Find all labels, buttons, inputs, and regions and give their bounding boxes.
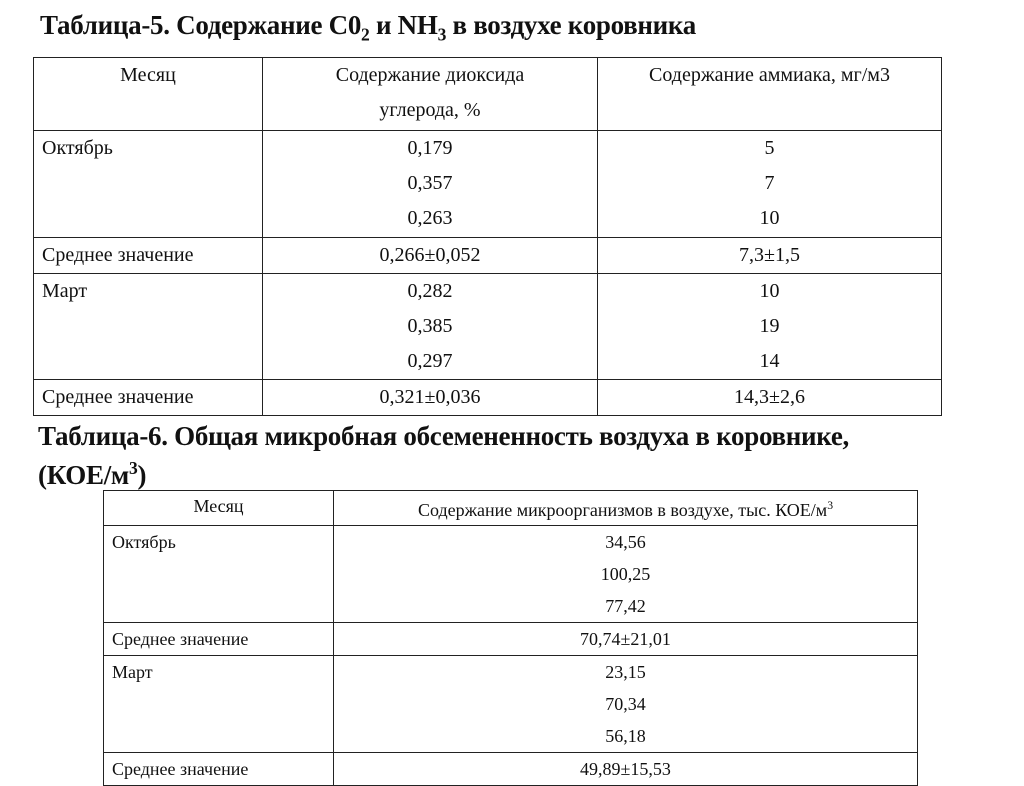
header-superscript: 3	[827, 499, 834, 512]
values	[334, 526, 918, 623]
month-cell: Март	[104, 656, 334, 753]
month-cell: Март	[34, 274, 263, 380]
header-month: Месяц	[104, 491, 334, 526]
month-cell: Октябрь	[104, 526, 334, 623]
table-header-row	[104, 491, 918, 526]
header-text: Содержание микроорганизмов в воздухе, тыс. КОЕ/м	[417, 500, 828, 520]
avg-nh3: 14,3±2,6	[598, 380, 942, 416]
title-subscript: 2	[361, 24, 370, 45]
month-cell: Октябрь	[34, 131, 263, 238]
title-line2: (КОЕ/м	[38, 460, 129, 490]
header-nh3: Содержание аммиака, мг/м3	[598, 58, 942, 131]
value: 10	[759, 207, 780, 229]
avg-label: Среднее значение	[104, 623, 334, 656]
values	[334, 656, 918, 753]
nh3-values	[598, 131, 942, 238]
value: 70,34	[605, 694, 646, 714]
average-row	[34, 380, 942, 416]
title-subscript: 3	[437, 24, 447, 45]
header-co2-line2: углерода, %	[379, 99, 481, 121]
avg-label: Среднее значение	[34, 380, 263, 416]
value: 0,297	[407, 350, 453, 372]
table5	[33, 57, 942, 416]
table6	[103, 490, 918, 786]
avg-nh3: 7,3±1,5	[598, 238, 942, 274]
value: 0,282	[407, 280, 453, 302]
avg-value: 49,89±15,53	[334, 753, 918, 786]
avg-value: 70,74±21,01	[334, 623, 918, 656]
table-row	[104, 656, 918, 753]
co2-values	[263, 131, 598, 238]
header-co2-line1: Содержание диоксида	[335, 64, 525, 86]
title-line1: Таблица-6. Общая микробная обсемененность воздуха в коровнике,	[38, 421, 850, 451]
value: 56,18	[605, 726, 646, 746]
title-text: и NH	[369, 10, 438, 40]
average-row	[34, 238, 942, 274]
value: 23,15	[605, 662, 646, 682]
title-superscript: 3	[129, 458, 138, 478]
value: 100,25	[600, 564, 651, 584]
table-row	[34, 274, 942, 380]
avg-label: Среднее значение	[104, 753, 334, 786]
value: 34,56	[605, 532, 646, 552]
avg-co2: 0,321±0,036	[263, 380, 598, 416]
average-row	[104, 623, 918, 656]
value: 5	[764, 137, 775, 159]
value: 10	[759, 280, 780, 302]
table-header-row	[34, 58, 942, 131]
header-microorganisms	[334, 491, 918, 526]
value: 0,385	[407, 315, 453, 337]
title-text: в воздухе коровника	[446, 10, 696, 40]
value: 14	[759, 350, 780, 372]
nh3-values	[598, 274, 942, 380]
header-month: Месяц	[34, 58, 263, 131]
value: 0,179	[407, 137, 453, 159]
value: 0,263	[407, 207, 453, 229]
value: 77,42	[605, 596, 646, 616]
value: 7	[764, 172, 775, 194]
table5-title	[40, 9, 696, 50]
avg-label: Среднее значение	[34, 238, 263, 274]
value: 0,357	[407, 172, 453, 194]
value: 19	[759, 315, 780, 337]
table-row	[34, 131, 942, 238]
title-text: Таблица-5. Содержание C0	[40, 10, 362, 40]
average-row	[104, 753, 918, 786]
table6-title	[38, 420, 849, 491]
header-co2	[263, 58, 598, 131]
title-text: )	[137, 460, 147, 490]
co2-values	[263, 274, 598, 380]
avg-co2: 0,266±0,052	[263, 238, 598, 274]
table-row	[104, 526, 918, 623]
